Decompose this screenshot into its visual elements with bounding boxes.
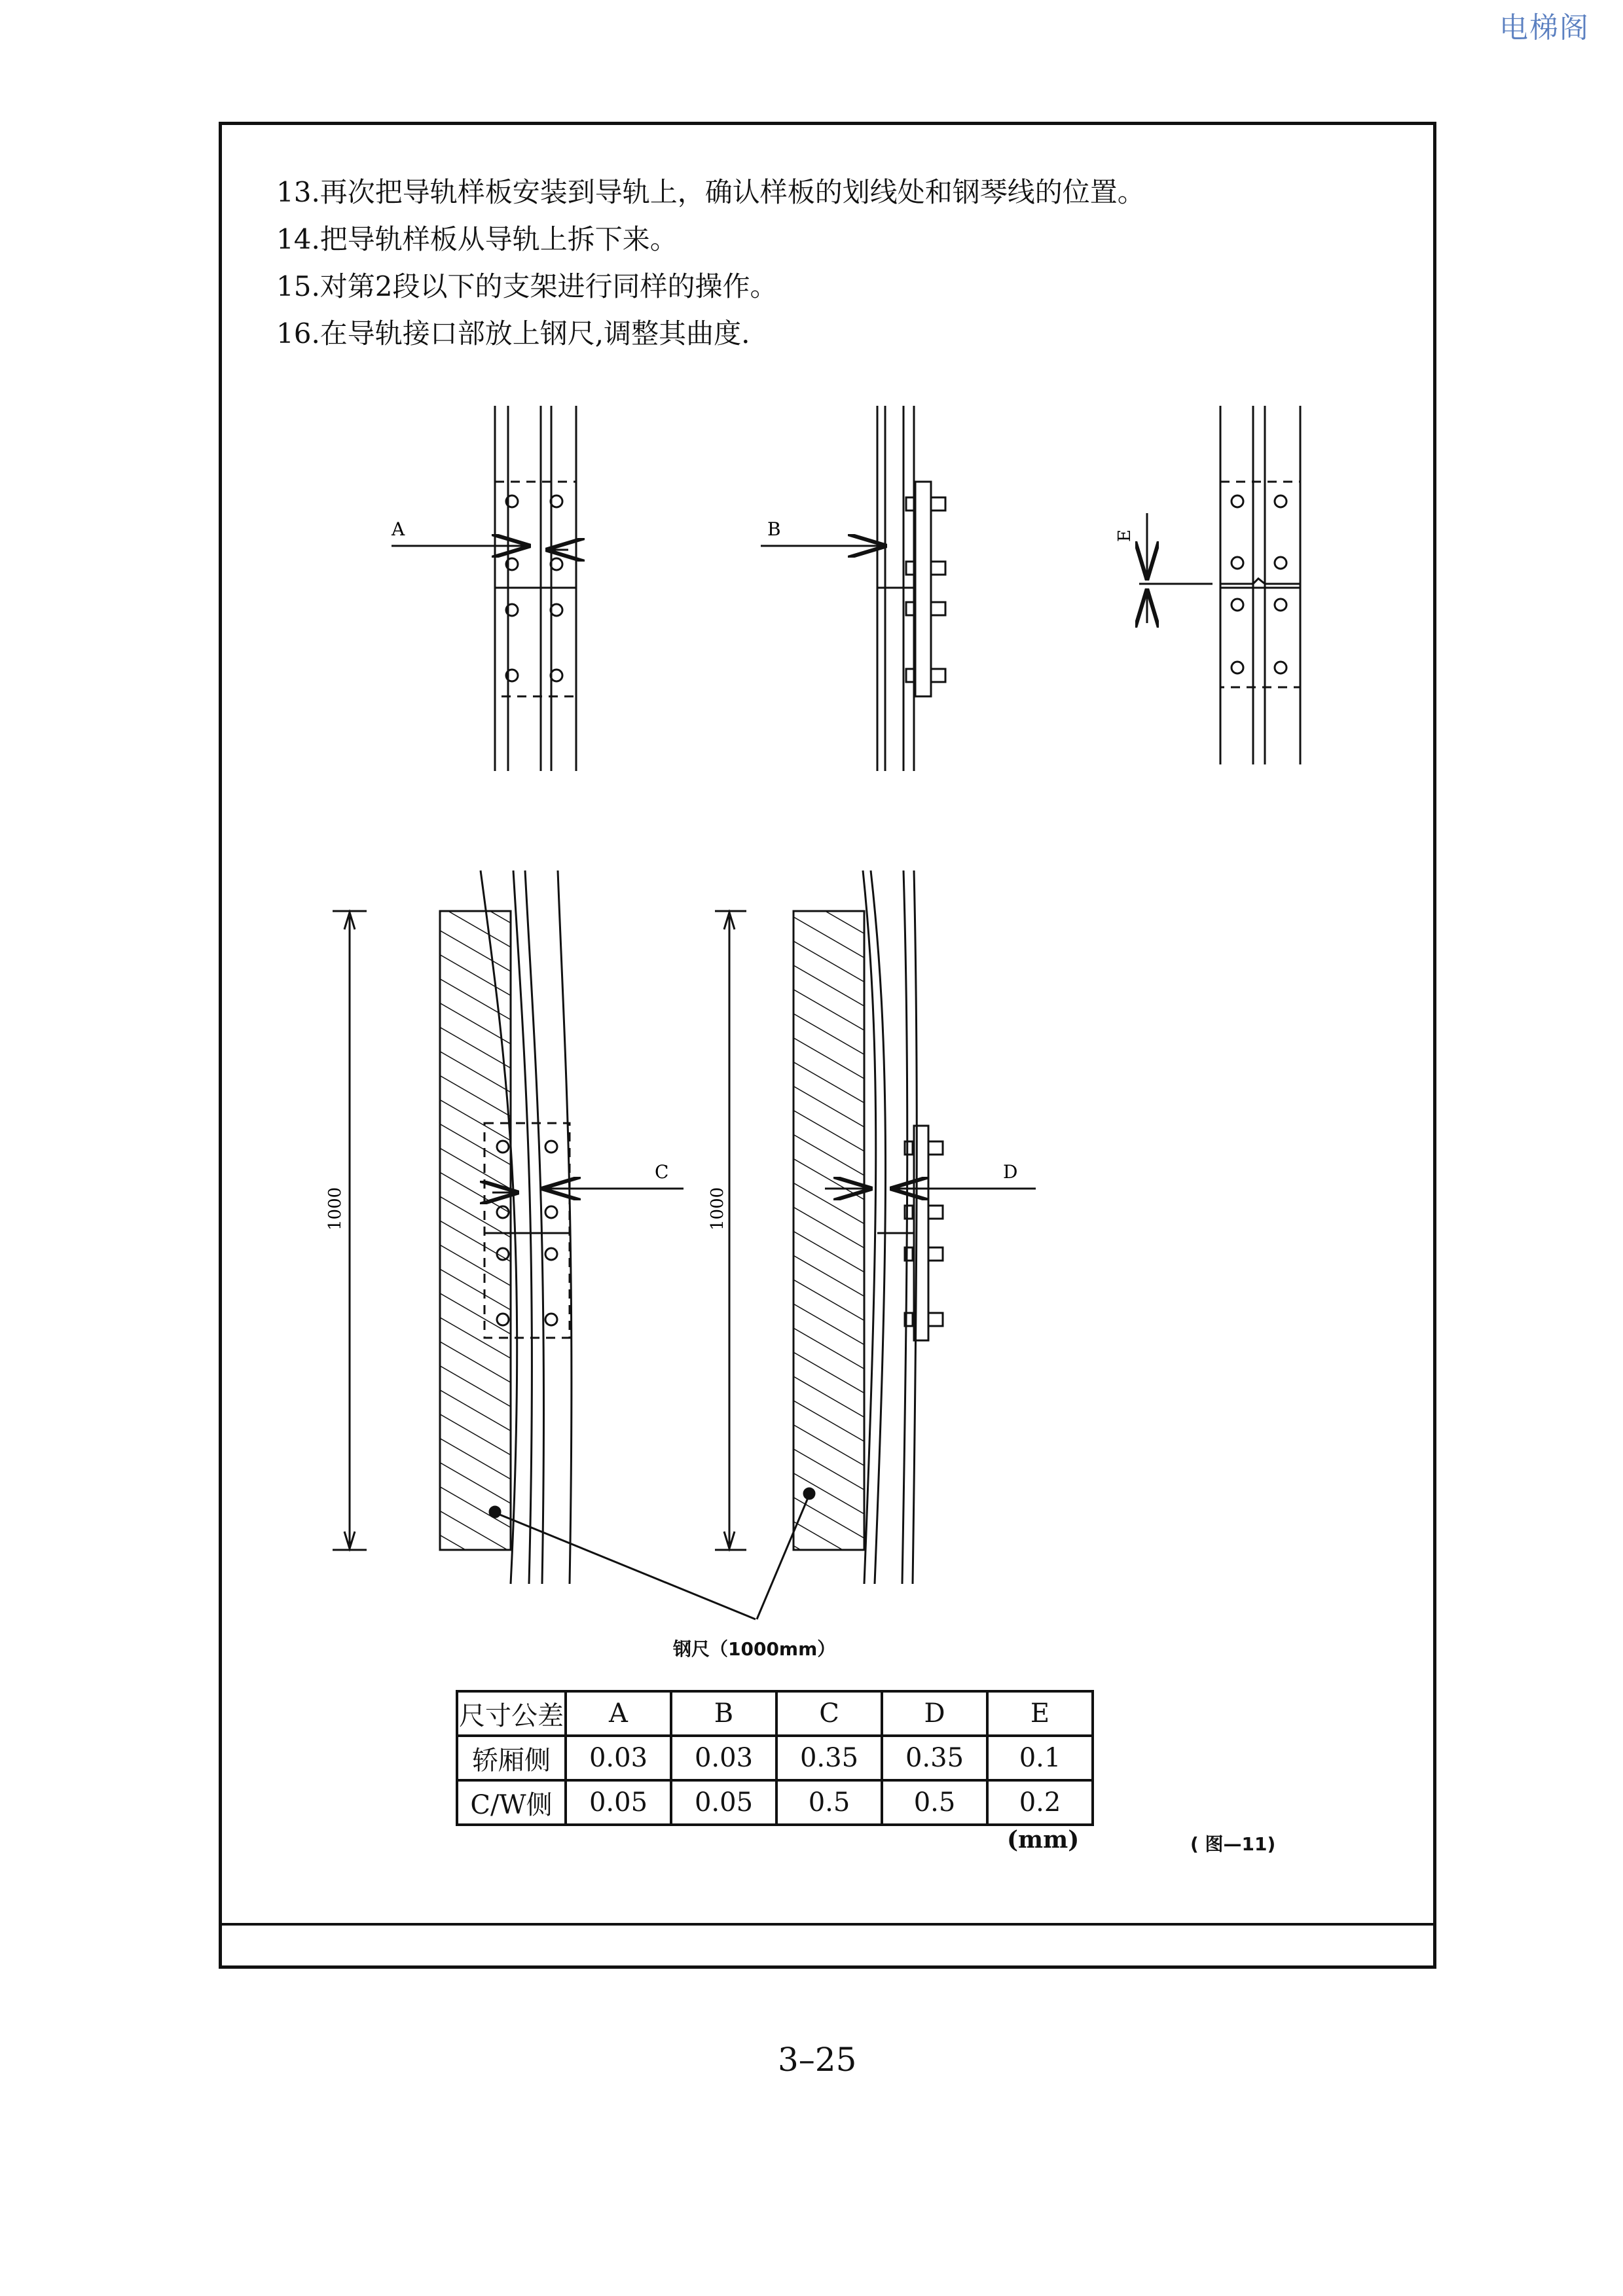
table-header-cell: C xyxy=(776,1691,882,1736)
figure-curvature-d xyxy=(715,870,1036,1619)
table-cell: C/W侧 xyxy=(457,1780,566,1825)
dimension-1000-right: 1000 xyxy=(708,1187,727,1230)
table-cell: 0.03 xyxy=(671,1736,776,1780)
ruler-caption: 钢尺（1000mm） xyxy=(673,1638,836,1660)
label-c: C xyxy=(655,1161,669,1183)
figure-offset-e xyxy=(1139,406,1300,764)
table-cell: 0.05 xyxy=(566,1780,671,1825)
table-row xyxy=(457,1780,1093,1825)
unit-label: (mm) xyxy=(1007,1826,1080,1854)
table-header-row xyxy=(457,1691,1093,1736)
table-cell: 0.35 xyxy=(776,1736,882,1780)
figure-label: ( 图—11) xyxy=(1190,1833,1276,1855)
table-cell: 0.03 xyxy=(566,1736,671,1780)
table-cell: 0.5 xyxy=(776,1780,882,1825)
page-number: 3–25 xyxy=(778,2041,857,2079)
tolerance-table xyxy=(456,1690,1094,1826)
table-header-cell: D xyxy=(882,1691,987,1736)
label-b: B xyxy=(767,518,781,540)
label-a: A xyxy=(392,518,405,540)
dimension-1000-left: 1000 xyxy=(325,1187,345,1230)
figure-curvature-c xyxy=(333,870,756,1619)
table-cell: 0.1 xyxy=(987,1736,1093,1780)
figure-offset-b xyxy=(761,406,945,771)
label-d: D xyxy=(1003,1161,1018,1183)
table-row xyxy=(457,1736,1093,1780)
step-16: 16.在导轨接口部放上钢尺,调整其曲度. xyxy=(276,317,750,350)
table-header-cell: E xyxy=(987,1691,1093,1736)
step-14: 14.把导轨样板从导轨上拆下来。 xyxy=(276,223,678,255)
watermark: 电梯阁 xyxy=(1499,11,1590,45)
table-header-cell: A xyxy=(566,1691,671,1736)
table-cell: 0.2 xyxy=(987,1780,1093,1825)
figure-offset-a xyxy=(392,406,576,771)
table-cell: 0.5 xyxy=(882,1780,987,1825)
table-cell: 0.05 xyxy=(671,1780,776,1825)
table-cell: 轿厢侧 xyxy=(457,1736,566,1780)
label-e: E xyxy=(1115,529,1135,542)
table-header-cell: 尺寸公差 xyxy=(457,1691,566,1736)
table-cell: 0.35 xyxy=(882,1736,987,1780)
step-15: 15.对第2段以下的支架进行同样的操作。 xyxy=(276,270,778,302)
table-header-cell: B xyxy=(671,1691,776,1736)
step-13: 13.再次把导轨样板安装到导轨上，确认样板的划线处和钢琴线的位置。 xyxy=(276,176,1145,208)
